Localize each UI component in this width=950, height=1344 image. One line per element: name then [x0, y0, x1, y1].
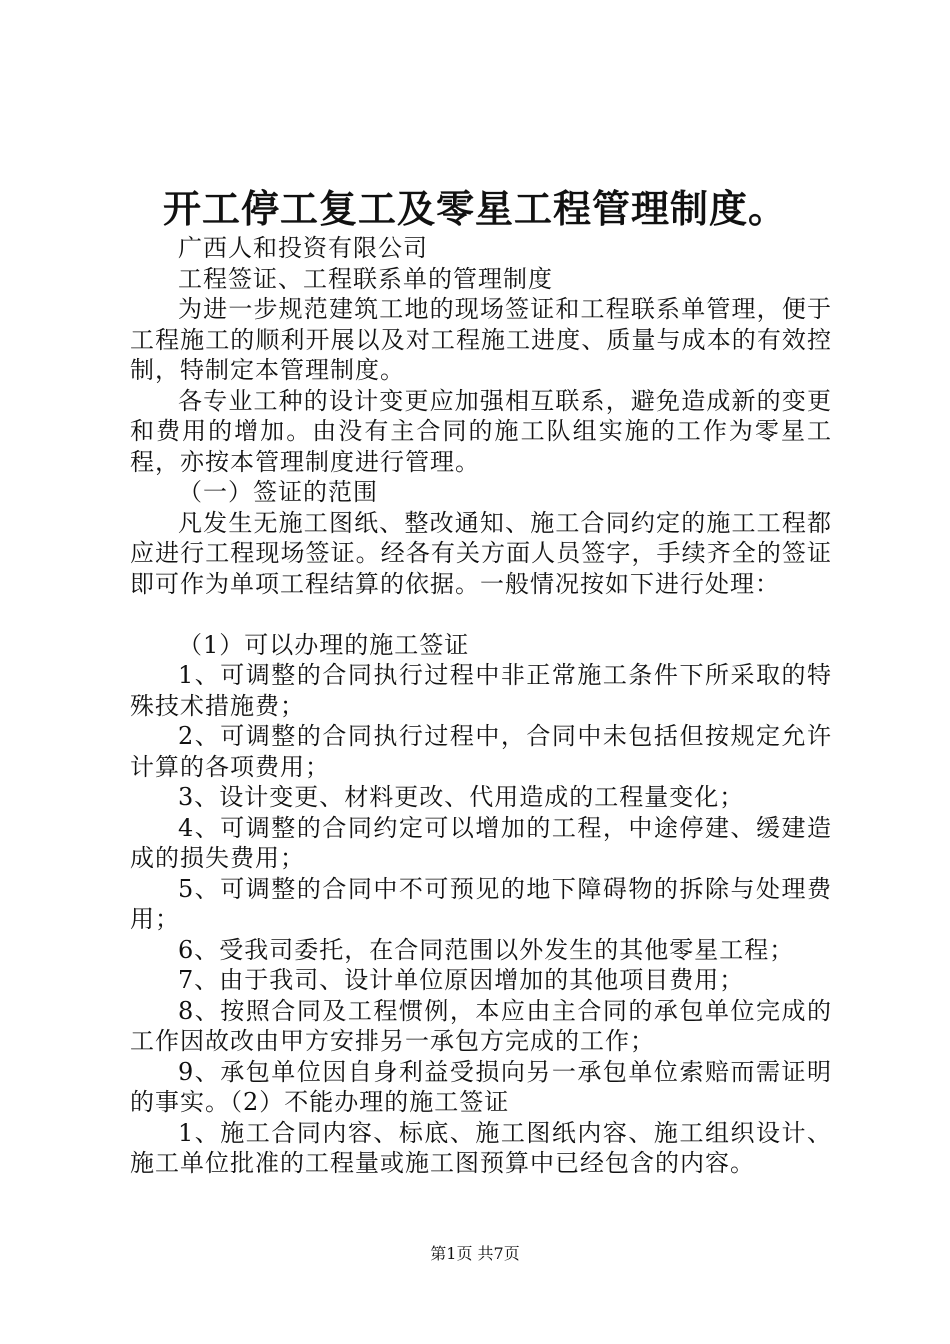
list-item: 6、受我司委托，在合同范围以外发生的其他零星工程； — [178, 935, 795, 964]
subsection-heading: （1）可以办理的施工签证 — [178, 630, 470, 659]
list-item: 1、施工合同内容、标底、施工图纸内容、施工组织设计、施工单位批准的工程量或施工图预算中已经包含的内容。 — [130, 1118, 832, 1177]
list-item: 8、按照合同及工程惯例，本应由主合同的承包单位完成的工作因故改由甲方安排另一承包方完成的工作； — [130, 996, 832, 1055]
subsection-heading: （一）签证的范围 — [178, 478, 378, 506]
list-item: 1、可调整的合同执行过程中非正常施工条件下所采取的特殊技术措施费； — [130, 661, 832, 720]
section-heading: 工程签证、工程联系单的管理制度 — [178, 264, 553, 293]
list-item: 4、可调整的合同约定可以增加的工程，中途停建、缓建造成的损失费用； — [130, 813, 832, 872]
page-footer: 第1页 共7页 — [430, 1244, 520, 1263]
list-item: 7、由于我司、设计单位原因增加的其他项目费用； — [178, 966, 745, 994]
paragraph: 凡发生无施工图纸、整改通知、施工合同约定的施工工程都应进行工程现场签证。经各有关方面人员签字，手续齐全的签证即可作为单项工程结算的依据。一般情况按如下进行处理： — [130, 508, 832, 598]
list-item: 9、承包单位因自身利益受损向另一承包单位索赔而需证明的事实。（2）不能办理的施工签证 — [130, 1057, 832, 1116]
paragraph: 为进一步规范建筑工地的现场签证和工程联系单管理，便于工程施工的顺利开展以及对工程施工进度、质量与成本的有效控制，特制定本管理制度。 — [130, 295, 832, 384]
paragraph: 各专业工种的设计变更应加强相互联系，避免造成新的变更和费用的增加。由没有主合同的施工队组实施的工作为零星工程，亦按本管理制度进行管理。 — [130, 386, 832, 476]
list-item: 3、设计变更、材料更改、代用造成的工程量变化； — [178, 783, 745, 811]
list-item: 2、可调整的合同执行过程中，合同中未包括但按规定允许计算的各项费用； — [130, 722, 832, 781]
list-item: 5、可调整的合同中不可预见的地下障碍物的拆除与处理费用； — [130, 874, 832, 933]
document-body — [130, 233, 832, 1179]
document-title: 开工停工复工及零星工程管理制度。 — [162, 186, 787, 231]
company-name: 广西人和投资有限公司 — [178, 234, 428, 262]
